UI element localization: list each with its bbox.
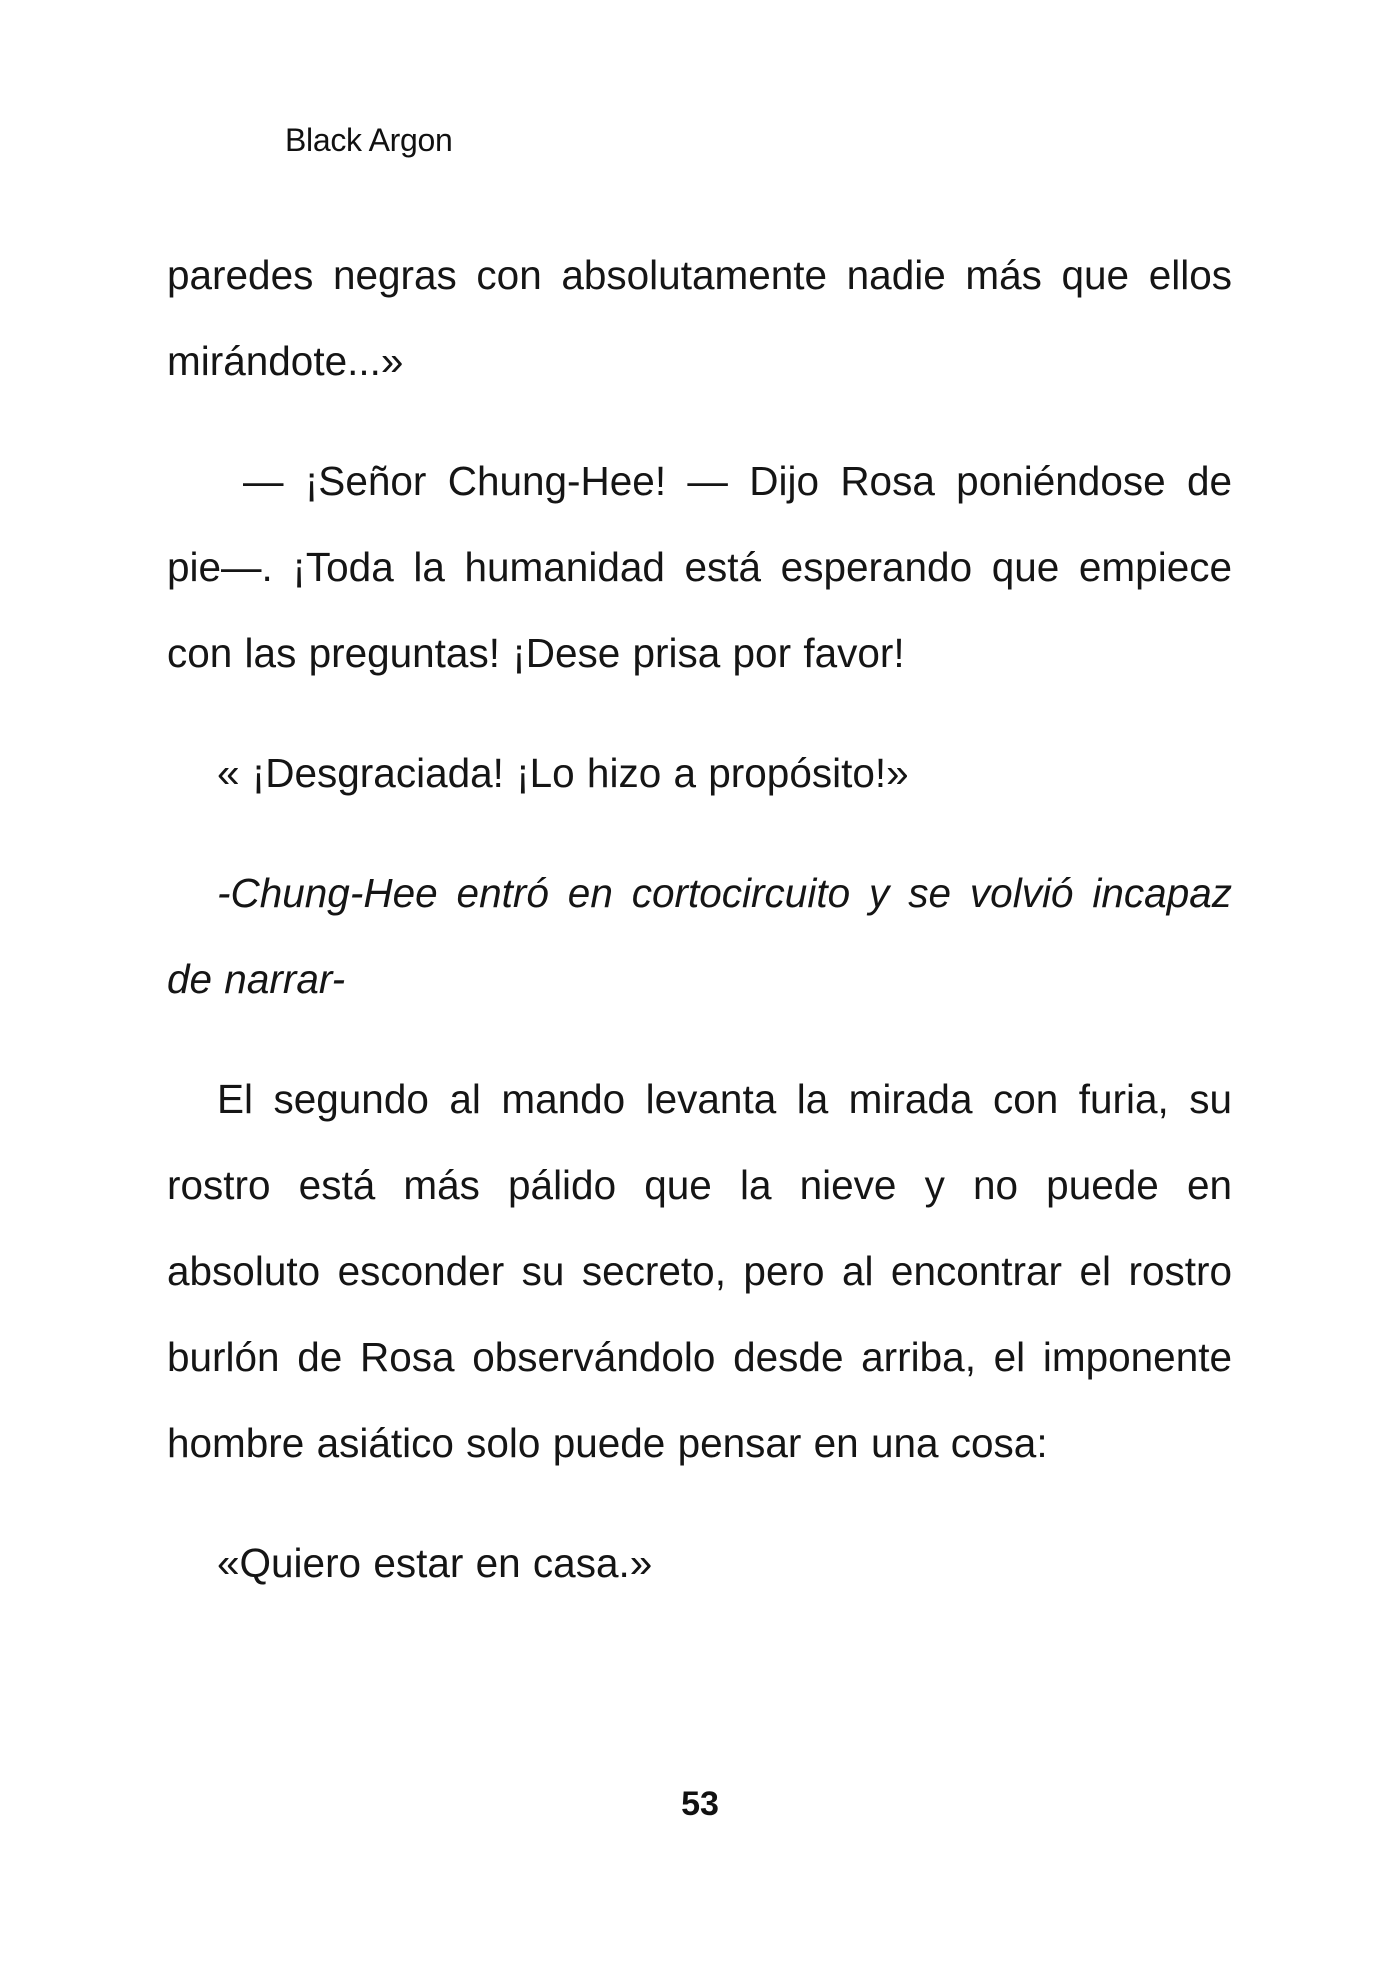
paragraph-thought-home: «Quiero estar en casa.» <box>217 1540 653 1586</box>
paragraph-dialogue-rosa: — ¡Señor Chung-Hee! — Dijo Rosa poniéndose de pie—. ¡Toda la humanidad está esperando que empiece con las preguntas! ¡Dese prisa por favor! <box>167 458 1232 676</box>
page-number: 53 <box>681 1785 719 1823</box>
paragraph-continuation: paredes negras con absolutamente nadie más que ellos mirándote...» <box>167 252 1232 384</box>
body-text <box>167 232 1232 1640</box>
paragraph-thought-desgraciada: « ¡Desgraciada! ¡Lo hizo a propósito!» <box>217 750 909 796</box>
running-header-title: Black Argon <box>285 122 453 158</box>
paragraph-second-in-command: El segundo al mando levanta la mirada con furia, su rostro está más pálido que la nieve y no puede en absoluto esconder su secreto, pero al encontrar el rostro burlón de Rosa observándolo desde arriba, el imponente hombre asiático solo puede pensar en una cosa: <box>167 1076 1232 1466</box>
paragraph-narration-note: -Chung-Hee entró en cortocircuito y se volvió incapaz de narrar- <box>167 870 1232 1002</box>
